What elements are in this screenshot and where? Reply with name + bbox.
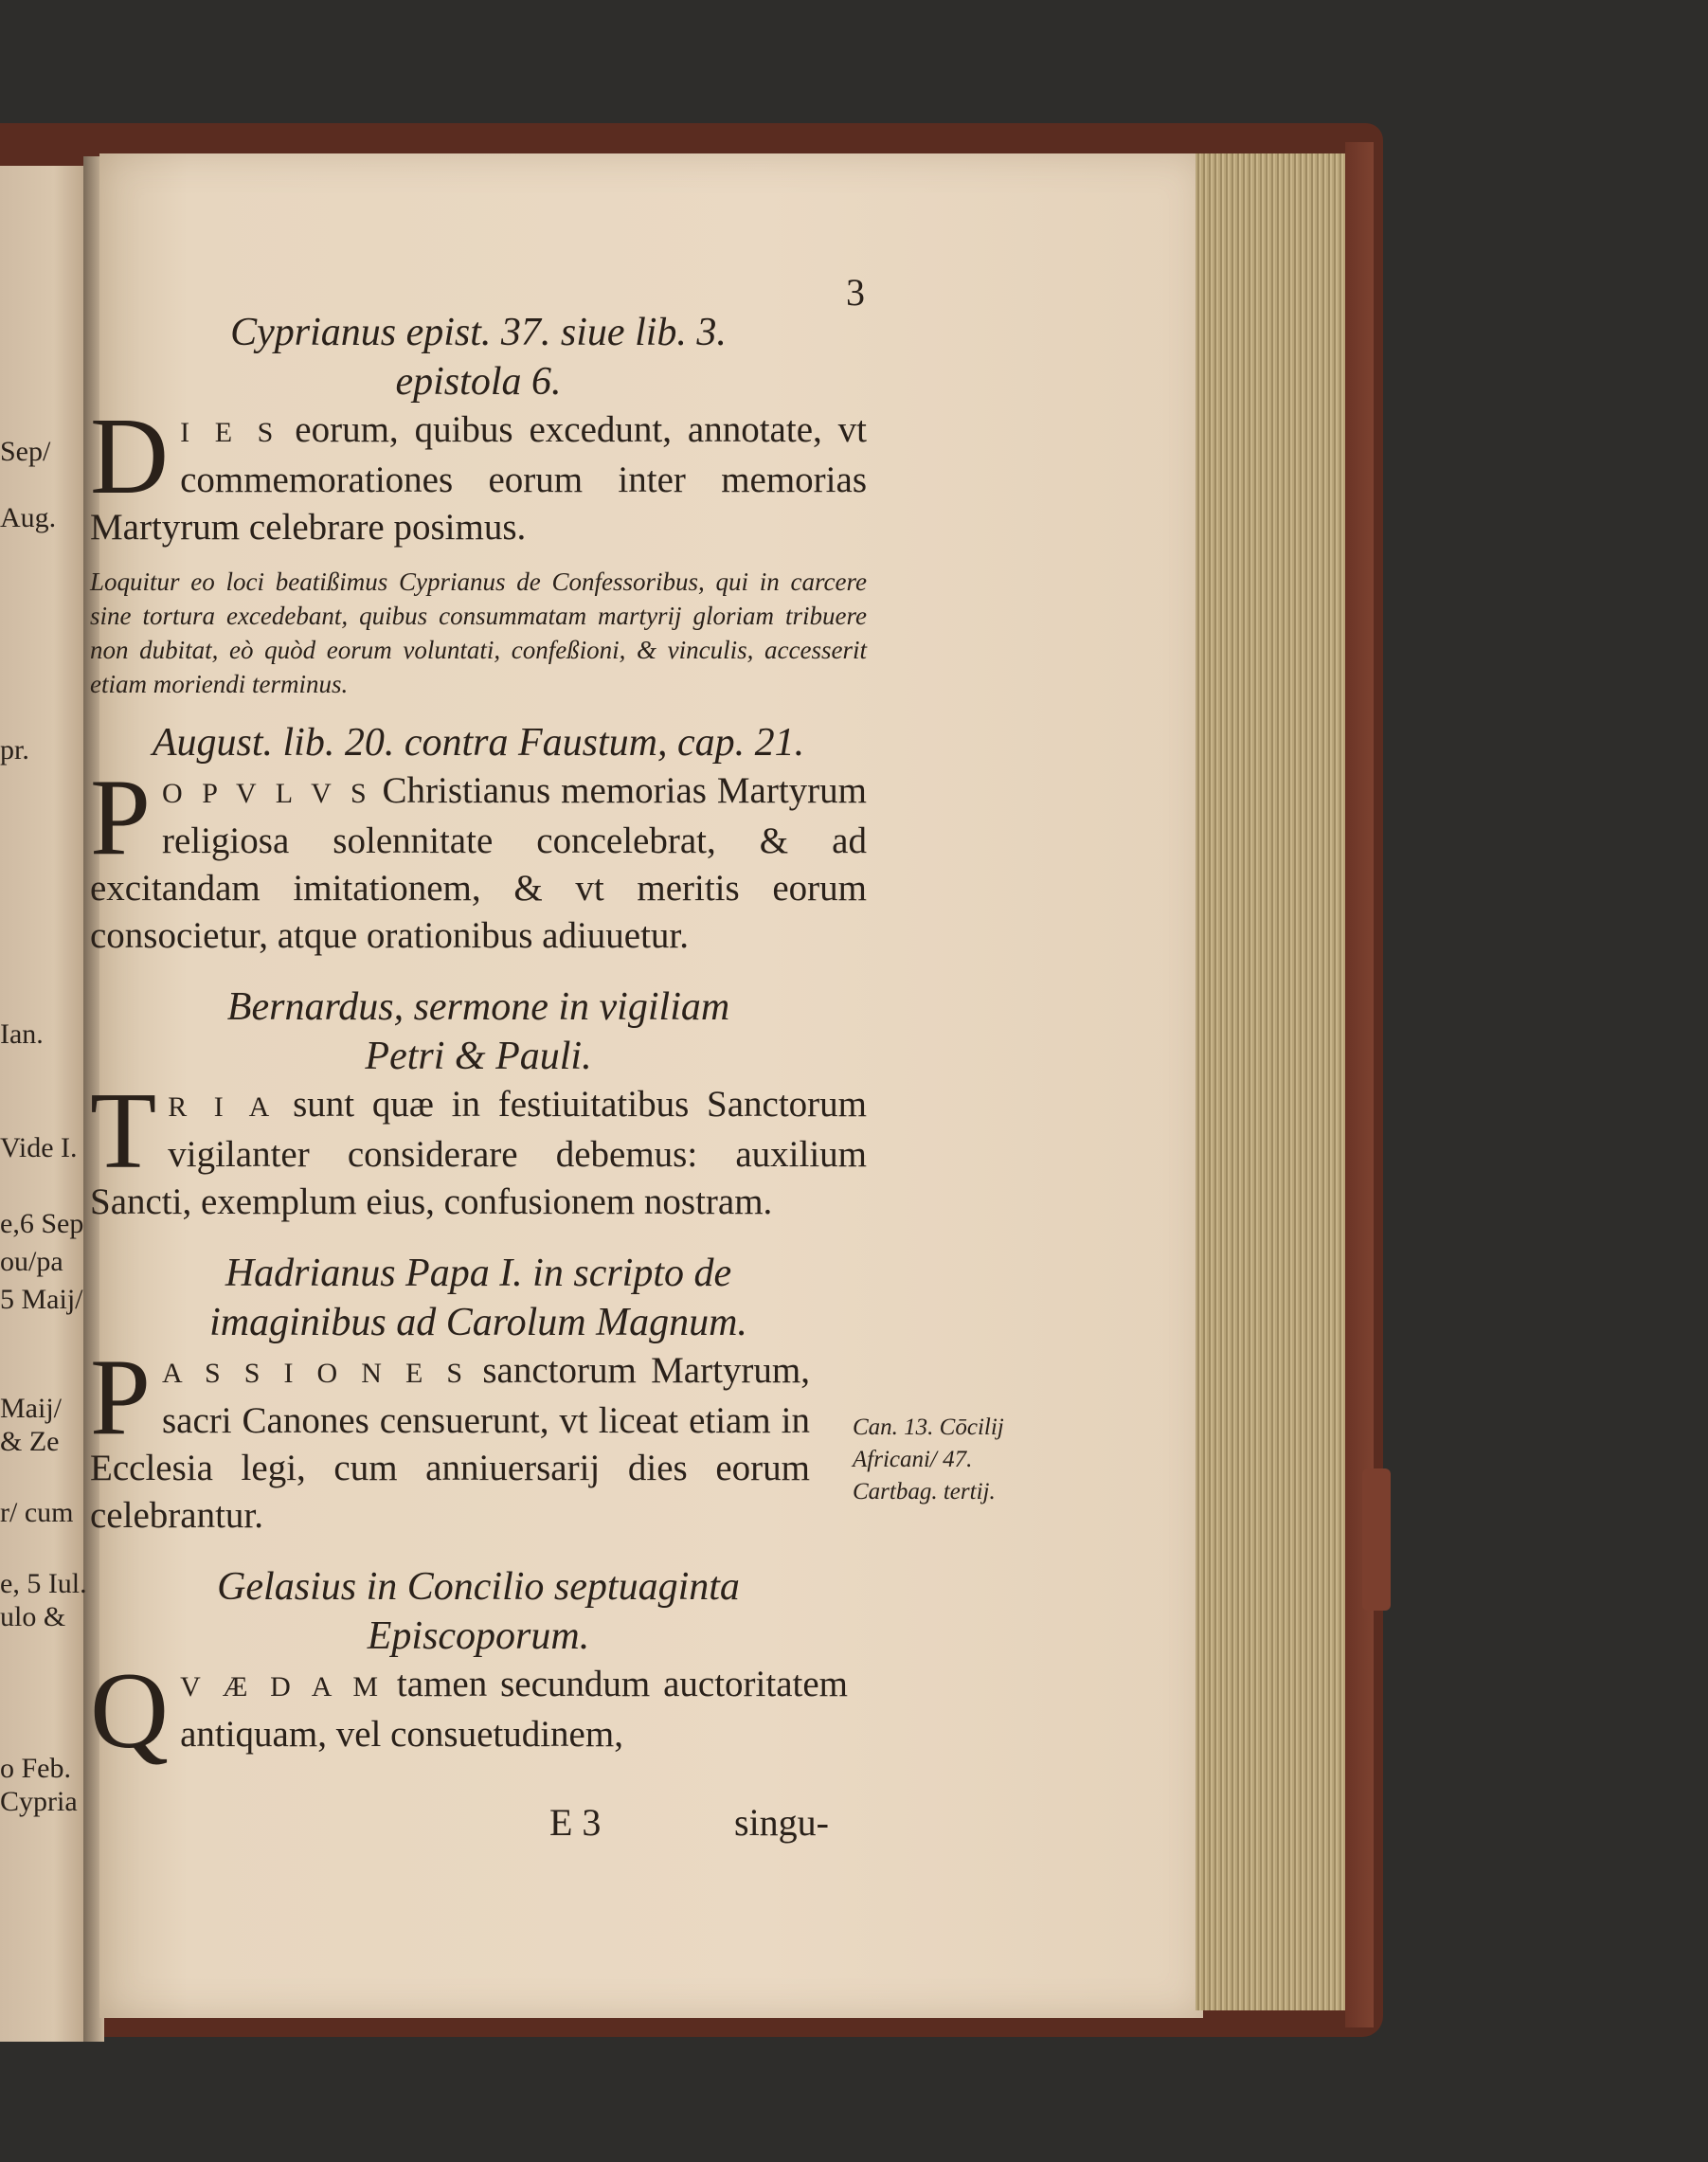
paragraph-text: eorum, quibus excedunt, annotate, vt commemorationes eorum inter memorias Martyrum celebrare posimus. (90, 409, 867, 548)
commentary-note: Loquitur eo loci beatißimus Cyprianus de Confessoribus, qui in carcere sine tortura excedebant, quibus consummatam martyrij gloriam tribuere non dubitat, eò quòd eorum voluntati, confeßioni, & vinculis, accesserit etiam moriendi terminus. (90, 568, 867, 698)
small-caps: I E S (180, 417, 279, 448)
section-heading: Petri & Pauli. (365, 1035, 592, 1078)
page-text (90, 308, 867, 1771)
section-heading: Episcoporum. (367, 1614, 590, 1658)
page-edges (1196, 153, 1347, 2010)
section-heading: epistola 6. (395, 360, 562, 404)
paragraph (90, 1650, 848, 1771)
left-margin-note: 5 Maij/ (0, 1284, 83, 1315)
left-margin-note: pr. (0, 734, 29, 766)
left-margin-note: o Feb. (0, 1753, 71, 1784)
left-margin-note: ulo & (0, 1601, 66, 1632)
paragraph (90, 396, 867, 551)
left-margin-note: Cypria (0, 1786, 78, 1817)
section-heading: August. lib. 20. contra Faustum, cap. 21. (152, 721, 805, 765)
page-number: 3 (846, 271, 865, 314)
paragraph (90, 757, 867, 960)
left-margin-note: Vide I. (0, 1132, 78, 1163)
drop-cap: P (90, 757, 151, 877)
section-heading: Cyprianus epist. 37. siue lib. 3. (230, 311, 727, 354)
left-margin-note: Sep/ (0, 436, 51, 467)
clasp (1362, 1468, 1391, 1611)
small-caps: V Æ D A M (180, 1671, 385, 1703)
left-margin-note: ou/pa (0, 1246, 63, 1277)
left-margin-note: Maij/ (0, 1393, 62, 1424)
left-margin-note: Ian. (0, 1018, 44, 1050)
signature-mark: E 3 (549, 1801, 602, 1844)
left-margin-note: & Ze (0, 1426, 60, 1457)
catchword: singu- (734, 1801, 829, 1844)
drop-cap: Q (90, 1650, 170, 1771)
paragraph-text: sanctorum Martyrum, sacri Canones censuerunt, vt liceat etiam in Ecclesia legi, cum anniuersarij dies eorum celebrantur. (90, 1350, 810, 1536)
paragraph-text: tamen secundum auctoritatem antiquam, vel consuetudinem, (180, 1664, 848, 1755)
section-heading: Gelasius in Concilio septuaginta (217, 1565, 740, 1609)
section-heading: Bernardus, sermone in vigiliam (226, 985, 730, 1029)
small-caps: A S S I O N E S (161, 1358, 469, 1389)
section-heading: Hadrianus Papa I. in scripto de imaginibus ad Carolum Magnum. (209, 1252, 747, 1344)
marginal-note: Can. 13. Cōcilij Africani/ 47. Cartbag. tertij. (853, 1414, 1004, 1504)
left-margin-note: Aug. (0, 502, 57, 533)
small-caps: R I A (168, 1091, 276, 1123)
left-margin-note: e,6 Sep (0, 1208, 84, 1239)
paragraph-text: Christianus memorias Martyrum religiosa solennitate concelebrat, & ad excitandam imitationem, & vt meritis eorum consocietur, atque orationibus adiuuetur. (90, 770, 867, 956)
drop-cap: P (90, 1337, 151, 1457)
paragraph (90, 1337, 810, 1540)
drop-cap: D (90, 396, 170, 516)
small-caps: O P V L V S (161, 778, 372, 809)
paragraph (90, 1071, 867, 1226)
drop-cap: T (90, 1071, 157, 1191)
paragraph-text: sunt quæ in festiuitatibus Sanctorum vigilanter considerare debemus: auxilium Sancti, exemplum eius, confusionem nostram. (90, 1084, 867, 1222)
left-margin-note: r/ cum (0, 1497, 74, 1528)
left-margin-note: e, 5 Iul. (0, 1568, 87, 1599)
cover-edge (1345, 142, 1374, 2027)
